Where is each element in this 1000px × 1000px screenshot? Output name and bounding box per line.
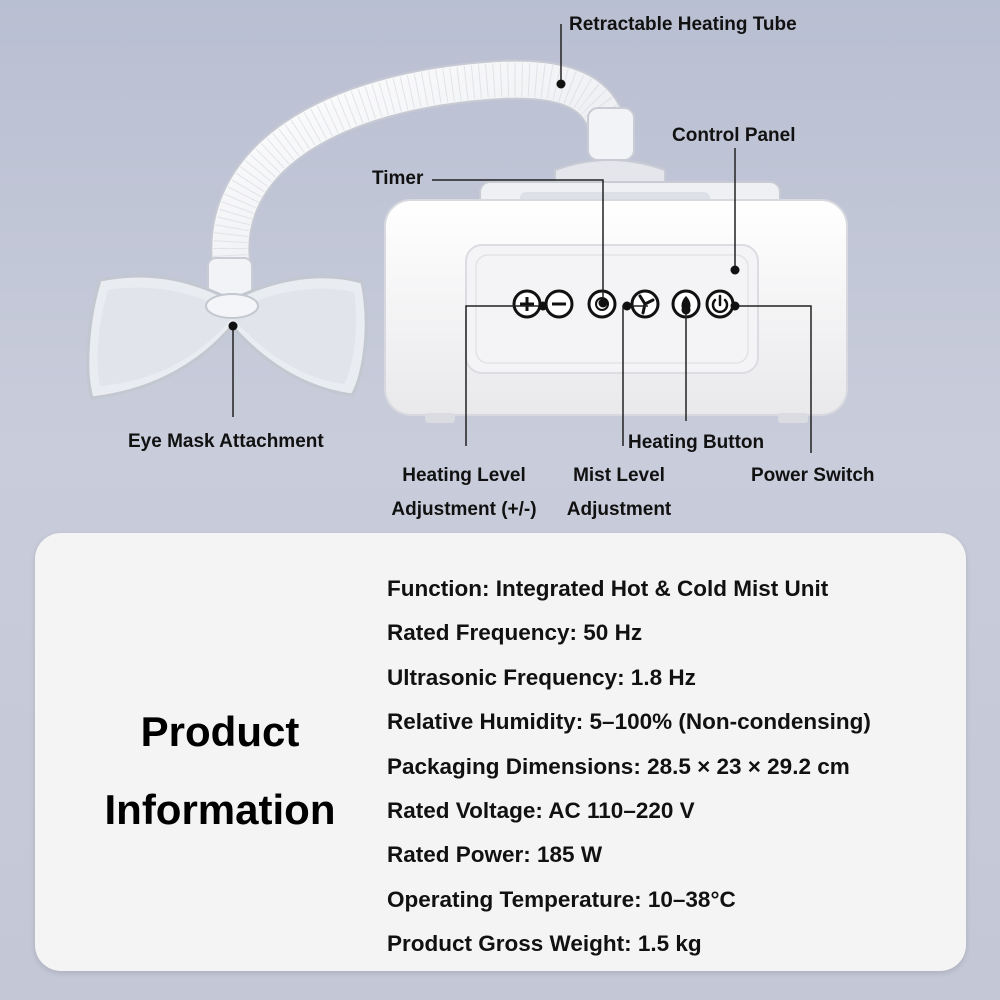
callout-tube: Retractable Heating Tube <box>569 14 797 35</box>
info-title <box>90 693 350 849</box>
spec-item: Rated Power: 185 W <box>387 842 603 868</box>
callout-mist-level-line1: Mist Level <box>573 465 665 486</box>
main-unit <box>385 160 847 423</box>
spec-item: Packaging Dimensions: 28.5 × 23 × 29.2 cm <box>387 753 850 779</box>
callout-power-switch: Power Switch <box>751 465 875 486</box>
callout-timer: Timer <box>372 168 424 189</box>
callout-control-panel: Control Panel <box>672 125 796 146</box>
spec-item: Ultrasonic Frequency: 1.8 Hz <box>387 664 696 690</box>
power-button[interactable] <box>707 291 733 317</box>
callout-heating-level-line2: Adjustment (+/-) <box>391 499 537 520</box>
spec-item: Function: Integrated Hot & Cold Mist Unit <box>387 576 829 601</box>
spec-item: Product Gross Weight: 1.5 kg <box>387 931 702 957</box>
product-info-card <box>35 533 966 971</box>
callout-mist-level <box>567 466 672 519</box>
spec-item: Operating Temperature: 10–38°C <box>387 886 736 912</box>
mist-button[interactable] <box>632 291 658 317</box>
spec-list <box>387 567 871 967</box>
callout-eye-mask: Eye Mask Attachment <box>128 431 324 452</box>
spec-item: Rated Voltage: AC 110–220 V <box>387 797 695 823</box>
callout-heating-button: Heating Button <box>628 432 765 453</box>
callout-heating-level <box>391 466 536 519</box>
spec-item: Relative Humidity: 5–100% (Non-condensing) <box>387 709 871 735</box>
spec-item: Rated Frequency: 50 Hz <box>387 620 643 646</box>
eye-mask <box>88 276 366 398</box>
callout-mist-level-line2: Adjustment <box>566 499 672 520</box>
callout-heating-level-line1: Heating Level <box>402 465 526 486</box>
plus-button[interactable] <box>514 291 540 317</box>
info-title-line1: Product <box>140 708 300 755</box>
minus-button[interactable] <box>546 291 572 317</box>
info-title-line2: Information <box>104 786 336 833</box>
